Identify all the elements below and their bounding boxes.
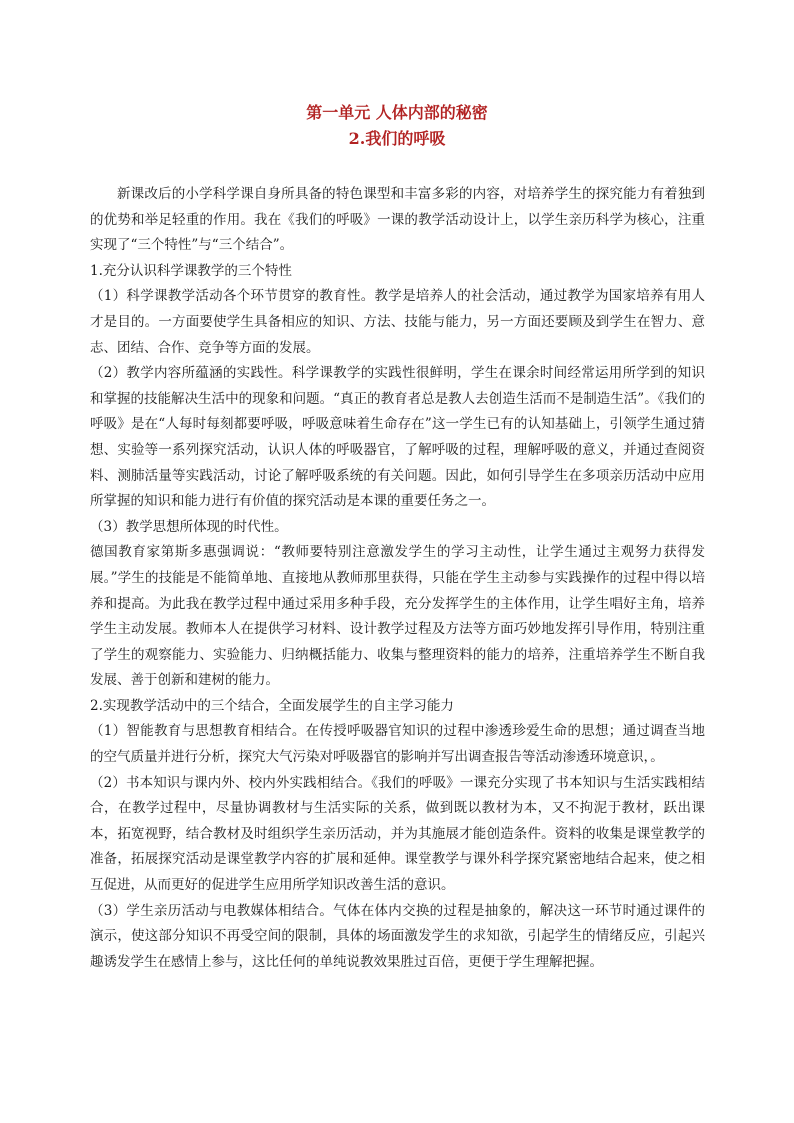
section-1-paragraph-3: （3）教学思想所体现的时代性。 xyxy=(90,518,288,535)
section-1-paragraph-2: （2）教学内容所蕴涵的实践性。科学课教学的实践性很鲜明，学生在课余时间经常运用所学到的知识和掌握的技能解决生活中的现象和问题。“真正的教育者总是教人去创造生活而不是制造生活”。《我们的呼吸》是在“人每时每刻都要呼吸，呼吸意味着生命存在”这一学生已有的认知基础上，引领学生通过猜想、实验等一系列探究活动，认识人体的呼吸器官，了解呼吸的过程，理解呼吸的意义，并通过查阅资料、测肺活量等实践活动，讨论了解呼吸系统的有关问题。因此，如何引导学生在多项亲历活动中应用所掌握的知识和能力进行有价值的探究活动是本课的重要任务之一。 xyxy=(90,365,705,510)
section-1-heading: 1.充分认识科学课教学的三个特性 xyxy=(90,262,292,279)
intro-paragraph: 新课改后的小学科学课自身所具备的特色课型和丰富多彩的内容，对培养学生的探究能力有着独到的优势和举足轻重的作用。我在《我们的呼吸》一课的教学活动设计上，以学生亲历科学为核心，注重实现了“三个特性”与“三个结合”。 xyxy=(90,186,705,254)
section-1-paragraph-1: （1）科学课教学活动各个环节贯穿的教育性。教学是培养人的社会活动，通过教学为国家培养有用人才是目的。一方面要使学生具备相应的知识、方法、技能与能力，另一方面还要顾及到学生在智力、意志、团结、合作、竞争等方面的发展。 xyxy=(90,288,705,356)
section-2-paragraph-3: （3）学生亲历活动与电教媒体相结合。气体在体内交换的过程是抽象的，解决这一环节时通过课件的演示，使这部分知识不再受空间的限制，具体的场面激发学生的求知欲，引起学生的情绪反应，引起兴趣诱发学生在感情上参与，这比任何的单纯说教效果胜过百倍，更便于学生理解把握。 xyxy=(90,902,705,970)
document-body xyxy=(90,182,705,975)
unit-title: 第一单元 人体内部的秘密 xyxy=(306,103,488,122)
section-2-paragraph-2: （2）书本知识与课内外、校内外实践相结合。《我们的呼吸》一课充分实现了书本知识与生活实践相结合，在教学过程中，尽量协调教材与生活实际的关系，做到既以教材为本，又不拘泥于教材，跃出课本，拓宽视野，结合教材及时组织学生亲历活动，并为其施展才能创造条件。资料的收集是课堂教学的准备，拓展探究活动是课堂教学内容的扩展和延伸。课堂教学与课外科学探究紧密地结合起来，使之相互促进，从而更好的促进学生应用所学知识改善生活的意识。 xyxy=(90,774,705,894)
section-2-heading: 2.实现教学活动中的三个结合，全面发展学生的自主学习能力 xyxy=(90,697,454,714)
section-1-paragraph-4: 德国教育家第斯多惠强调说：“教师要特别注意激发学生的学习主动性，让学生通过主观努力获得发展。”学生的技能是不能简单地、直接地从教师那里获得，只能在学生主动参与实践操作的过程中得以培养和提高。为此我在教学过程中通过采用多种手段，充分发挥学生的主体作用，让学生唱好主角，培养学生主动发展。教师本人在提供学习材料、设计教学过程及方法等方面巧妙地发挥引导作用，特别注重了学生的观察能力、实验能力、归纳概括能力、收集与整理资料的能力的培养，注重培养学生不断自我发展、善于创新和建树的能力。 xyxy=(90,544,705,689)
lesson-title: 2.我们的呼吸 xyxy=(348,129,446,148)
section-2-paragraph-1: （1）智能教育与思想教育相结合。在传授呼吸器官知识的过程中渗透珍爱生命的思想；通过调查当地的空气质量并进行分析，探究大气污染对呼吸器官的影响并写出调查报告等活动渗透环境意识，。 xyxy=(90,723,705,766)
